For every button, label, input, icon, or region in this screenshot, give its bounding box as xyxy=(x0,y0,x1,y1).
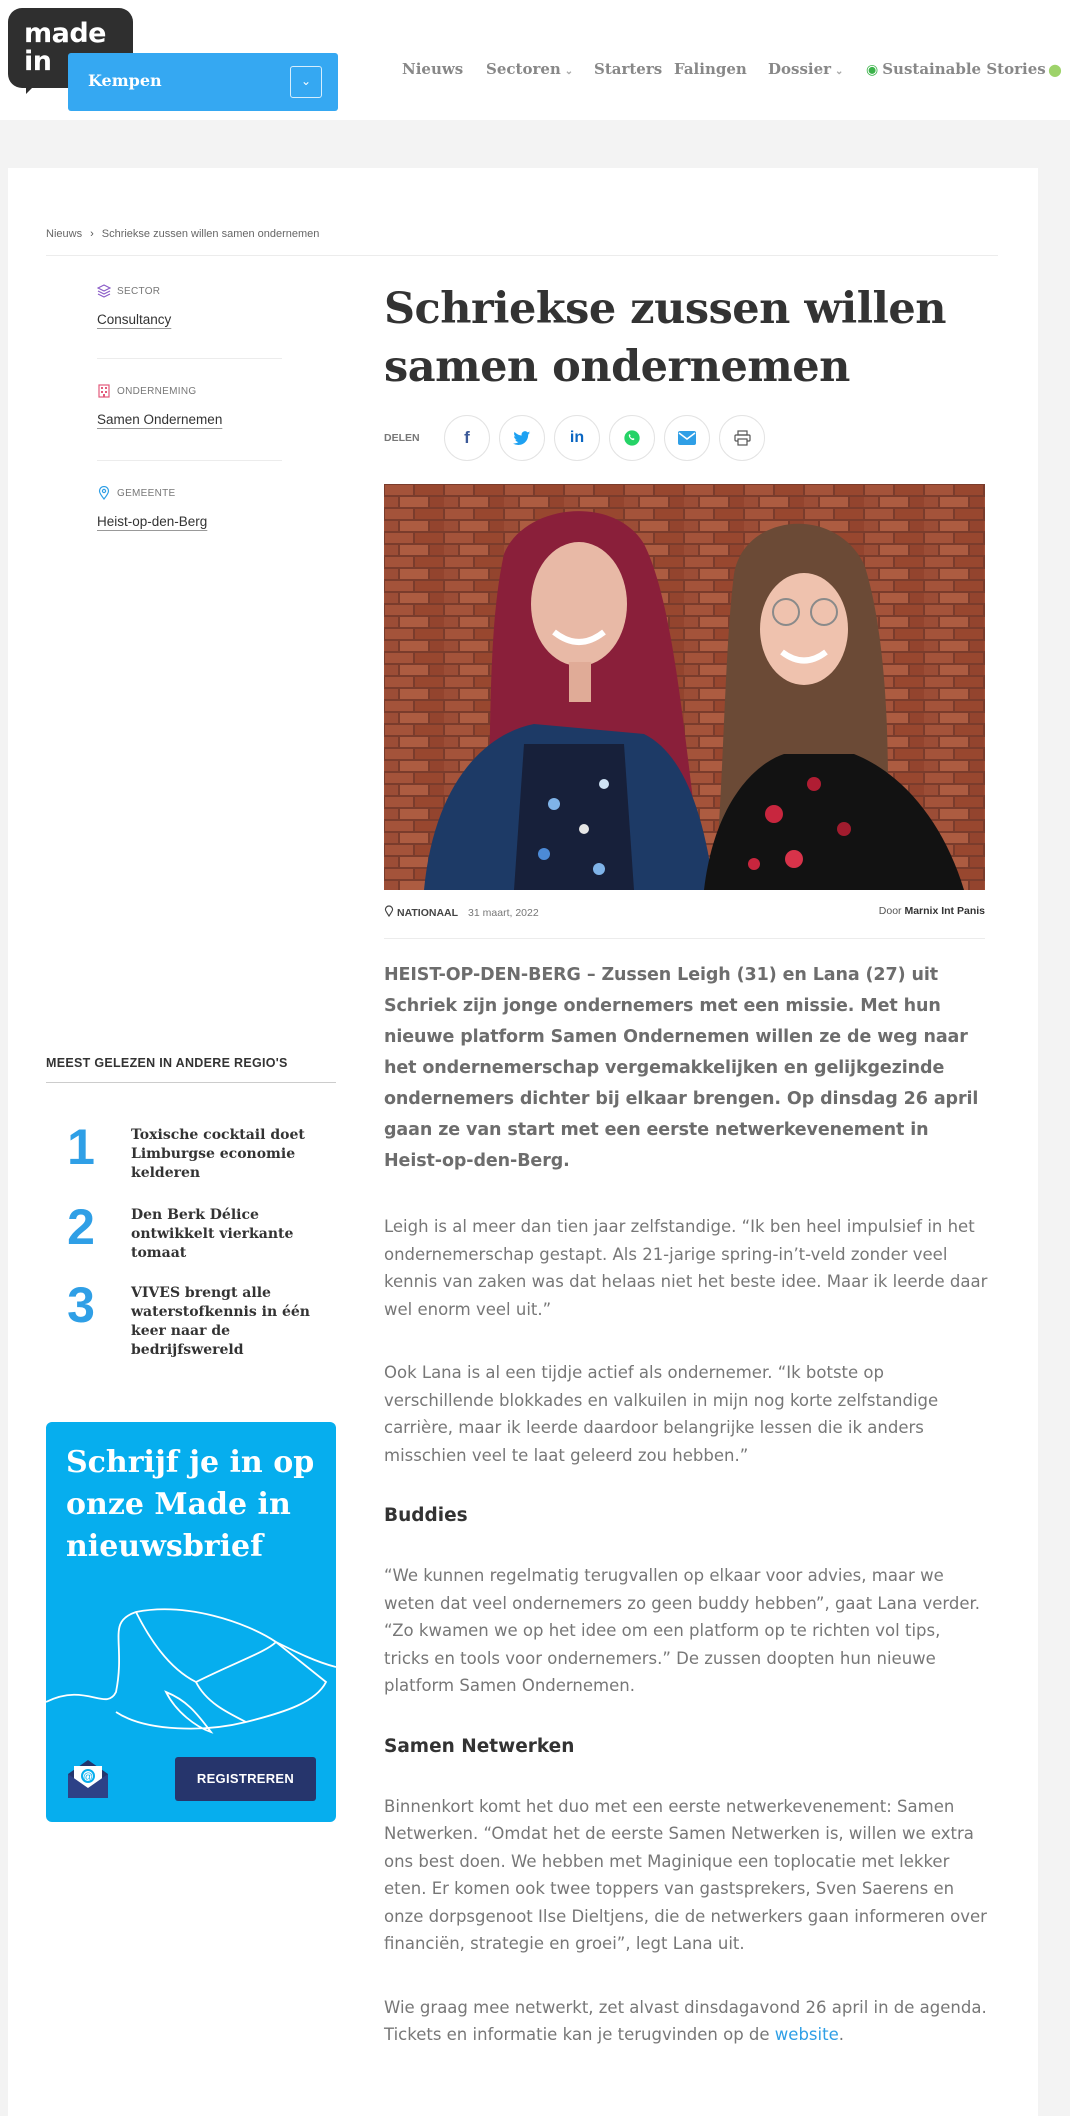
facebook-icon[interactable]: f xyxy=(444,415,490,461)
globe-icon: ◉ xyxy=(866,62,879,78)
article-paragraph: Leigh is al meer dan tien jaar zelfstandige. “Ik ben heel impulsief in het ondernemerschap gestapt. Als 21-jarige spring-in’t-veld zonder veel kennis van zaken was dat helaas niet het beste idee. Maar ik leerde daar wel enorm veel uit.” xyxy=(384,1217,988,1319)
article-subheading: Samen Netwerken xyxy=(384,1735,575,1757)
meta-city xyxy=(97,486,282,529)
article-paragraph: Ook Lana is al een tijdje actief als ondernemer. “Ik botste op verschillende blokkades en valkuilen in mijn nog korte zelfstandige carrière, maar ik leerde daardoor belangrijke lessen die ik anders misschien veel te laat geleerd zou hebben.” xyxy=(384,1363,939,1465)
breadcrumb xyxy=(46,228,319,240)
photo-caption xyxy=(384,905,985,925)
website-link[interactable]: website xyxy=(774,2025,839,2044)
map-pin-icon xyxy=(97,486,111,500)
most-read-link[interactable]: Den Berk Délice ontwikkelt vierkante tomaat xyxy=(131,1207,294,1261)
company-link[interactable]: Samen Ondernemen xyxy=(97,412,223,427)
sector-link[interactable]: Consultancy xyxy=(97,312,172,327)
envelope-illustration xyxy=(46,1582,336,1742)
rank-number: 1 xyxy=(67,1119,95,1175)
nav-dossier[interactable] xyxy=(768,60,843,78)
nav-nieuws[interactable] xyxy=(402,60,463,78)
newsletter-mail-icon xyxy=(66,1756,110,1800)
linkedin-icon[interactable]: in xyxy=(554,415,600,461)
most-read-link[interactable]: Toxische cocktail doet Limburgse economie kelderen xyxy=(131,1127,305,1181)
article-paragraph xyxy=(384,1994,989,2049)
divider xyxy=(384,938,985,939)
meta-sector xyxy=(97,284,282,327)
layers-icon xyxy=(97,284,111,298)
paragraph-text: Wie graag mee netwerkt, zet alvast dinsdagavond 26 april in de agenda. Tickets en informatie kan je terugvinden op de xyxy=(384,1997,987,2044)
breadcrumb-current: Schriekse zussen willen samen ondernemen xyxy=(101,228,320,240)
region-selector[interactable] xyxy=(68,53,338,111)
nav-label: Sustainable Stories xyxy=(882,60,1046,78)
meta-sector-head xyxy=(97,284,282,298)
chevron-down-icon[interactable]: ⌄ xyxy=(290,66,322,98)
nav-label: Sectoren xyxy=(486,60,561,78)
most-read-item[interactable] xyxy=(46,1119,336,1196)
meta-label: GEMEENTE xyxy=(117,487,176,499)
article-photo xyxy=(384,484,985,890)
article-lead: HEIST-OP-DEN-BERG – Zussen Leigh (31) en Lana (27) uit Schriek zijn jonge ondernemers met een missie. Met hun nieuwe platform Samen Ondernemen willen ze de weg naar het ondernemerschap vergemakkelijken en gelijkgezinde ondernemers dichter bij elkaar brengen. Op dinsdag 26 april gaan ze van start met een eerste netwerkevenement in Heist-op-den-Berg. xyxy=(384,965,979,1171)
share-bar xyxy=(384,415,774,461)
photo-two-sisters-brick-wall xyxy=(384,484,985,890)
svg-text:@: @ xyxy=(82,1772,94,1783)
email-icon[interactable] xyxy=(664,415,710,461)
divider xyxy=(97,358,282,359)
paragraph-text: . xyxy=(838,2025,844,2044)
author-prefix: Door xyxy=(878,905,902,917)
register-button[interactable]: REGISTREREN xyxy=(175,1757,316,1801)
rank-number: 2 xyxy=(67,1199,95,1255)
meta-company-head xyxy=(97,384,282,398)
rank-number: 3 xyxy=(67,1277,95,1333)
most-read-link[interactable]: VIVES brengt alle waterstofkennis in één keer naar de bedrijfswereld xyxy=(131,1285,310,1358)
article-author xyxy=(879,905,985,917)
chevron-down-icon: ⌄ xyxy=(835,66,844,77)
print-icon[interactable] xyxy=(719,415,765,461)
nav-label: Nieuws xyxy=(402,60,464,78)
breadcrumb-home[interactable]: Nieuws xyxy=(46,228,83,240)
map-pin-icon xyxy=(384,905,394,917)
meta-label: ONDERNEMING xyxy=(117,385,197,397)
article-location[interactable]: NATIONAAL xyxy=(397,907,459,919)
nav-label: Starters xyxy=(594,60,663,78)
most-read-item[interactable] xyxy=(46,1199,336,1276)
whatsapp-icon[interactable] xyxy=(609,415,655,461)
article-paragraph: “We kunnen regelmatig terugvallen op elkaar voor advies, maar we weten dat veel ondernemers zo geen buddy hebben”, gaat Lana verder. “Zo kwamen we op het idee om een platform op te richten vol tips, tricks en tools voor ondernemers.” De zussen doopten hun nieuwe platform Samen Ondernemen. xyxy=(384,1566,981,1695)
author-name[interactable]: Marnix Int Panis xyxy=(904,905,985,917)
article-body xyxy=(384,960,989,2049)
article-title: Schriekse zussen willen samen ondernemen xyxy=(384,284,947,392)
region-label: Kempen xyxy=(88,71,162,90)
nav-falingen[interactable] xyxy=(674,60,747,78)
meta-label: SECTOR xyxy=(117,285,161,297)
nav-starters[interactable] xyxy=(594,60,662,78)
most-read-title: MEEST GELEZEN IN ANDERE REGIO'S xyxy=(46,1056,336,1083)
meta-city-head xyxy=(97,486,282,500)
building-icon xyxy=(97,384,111,398)
nav-sectoren[interactable] xyxy=(486,60,573,78)
newsletter-title: Schrijf je in op onze Made in nieuwsbrief xyxy=(66,1445,315,1564)
share-label: DELEN xyxy=(384,432,420,444)
article-card xyxy=(8,168,1038,2116)
logo-tail xyxy=(26,80,40,94)
divider xyxy=(97,460,282,461)
logo-text: made in xyxy=(24,18,106,77)
article-subheading: Buddies xyxy=(384,1505,468,1526)
meta-company xyxy=(97,384,282,427)
lightbulb-icon[interactable]: ● xyxy=(1048,60,1062,79)
nav-label: Dossier xyxy=(768,60,832,78)
most-read-item[interactable] xyxy=(46,1277,336,1358)
nav-label: Falingen xyxy=(674,60,747,78)
newsletter-box xyxy=(46,1422,336,1822)
chevron-down-icon: ⌄ xyxy=(564,66,574,77)
nav-sustainable-stories[interactable] xyxy=(866,60,1046,78)
city-link[interactable]: Heist-op-den-Berg xyxy=(97,514,208,529)
article-date: 31 maart, 2022 xyxy=(468,907,539,919)
divider xyxy=(46,255,998,256)
twitter-icon[interactable] xyxy=(499,415,545,461)
chevron-right-icon: › xyxy=(90,228,94,240)
site-header xyxy=(0,0,1070,120)
article-paragraph: Binnenkort komt het duo met een eerste netwerkevenement: Samen Netwerken. “Omdat het de eerste Samen Netwerken is, willen we extra ons best doen. We hebben met Maginique een toplocatie met lekker eten. Er komen ook twee toppers van gastsprekers, Sven Saerens en onze dorpsgenoot Ilse Dieltjens, die de netwerkers gaan informeren over financiën, strategie en groei”, legt Lana uit. xyxy=(384,1796,987,1953)
